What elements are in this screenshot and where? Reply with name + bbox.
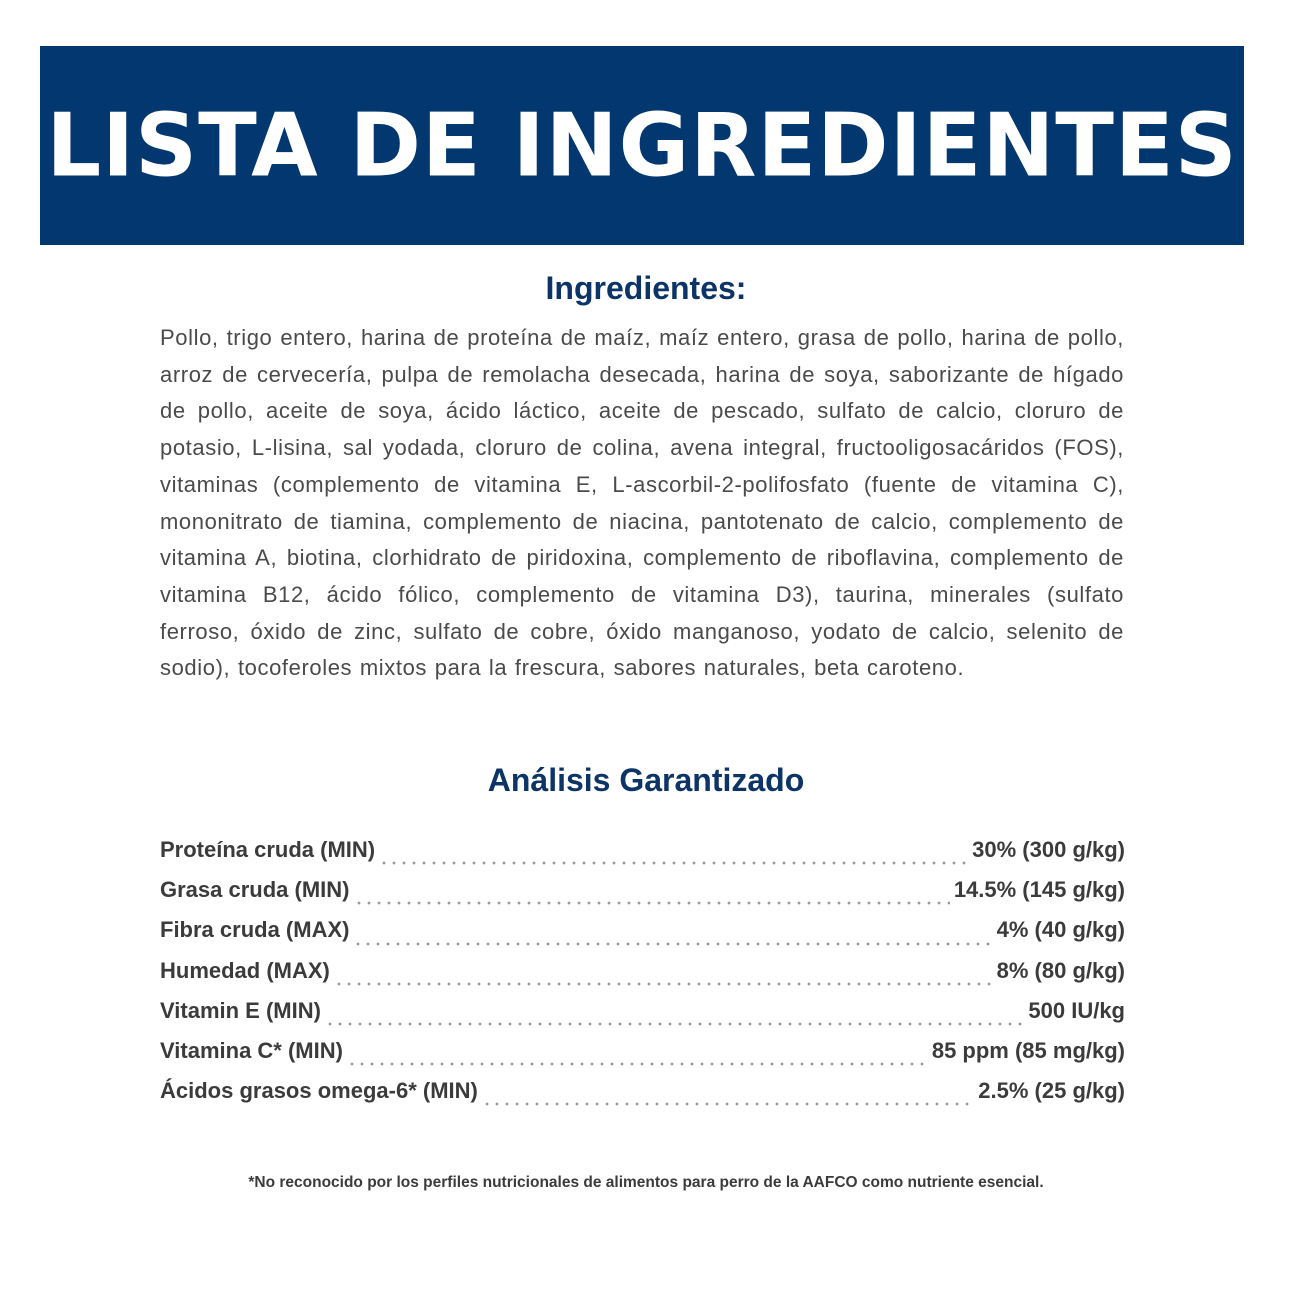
analysis-value: 8% (80 g/kg) — [996, 957, 1125, 983]
analysis-row — [160, 998, 1125, 1038]
analysis-row — [160, 837, 1125, 877]
analysis-value: 85 ppm (85 mg/kg) — [931, 1037, 1125, 1063]
analysis-value: 2.5% (25 g/kg) — [978, 1078, 1125, 1104]
page-title: LISTA DE INGREDIENTES — [46, 94, 1238, 197]
dot-leader — [379, 861, 968, 865]
analysis-value: 500 IU/kg — [1028, 997, 1125, 1023]
analysis-label: Vitamin E (MIN) — [160, 997, 321, 1023]
analysis-heading: Análisis Garantizado — [487, 762, 805, 798]
analysis-label: Humedad (MAX) — [160, 957, 330, 983]
ingredients-heading: Ingredientes: — [545, 270, 747, 306]
analysis-row — [160, 958, 1125, 998]
dot-leader — [353, 942, 992, 946]
analysis-value: 4% (40 g/kg) — [996, 917, 1125, 943]
analysis-label: Fibra cruda (MAX) — [160, 917, 350, 943]
dot-leader — [347, 1062, 928, 1066]
analysis-row — [160, 1038, 1125, 1078]
analysis-value: 14.5% (145 g/kg) — [953, 877, 1125, 903]
analysis-row — [160, 1078, 1125, 1118]
analysis-row — [160, 917, 1125, 957]
footnote: *No reconocido por los perfiles nutricionales de alimentos para perro de la AAFCO como nutriente esencial. — [248, 1174, 1044, 1191]
guaranteed-analysis-list — [160, 837, 1125, 1118]
analysis-row — [160, 877, 1125, 917]
dot-leader — [325, 1022, 1024, 1026]
analysis-label: Proteína cruda (MIN) — [160, 837, 376, 862]
ingredients-text: Pollo, trigo entero, harina de proteína de maíz, maíz entero, grasa de pollo, harina de pollo, arroz de cervecería, pulpa de remolacha desecada, harina de soya, saborizante de hígado de pollo, aceite de soya, ácido láctico, aceite de pescado, sulfato de calcio, cloruro de potasio, L-lisina, sal yodada, cloruro de colina, avena integral, fructooligosacáridos (FOS), vitaminas (complemento de vitamina E, L-ascorbil-2-polifosfato (fuente de vitamina C), mononitrato de tiamina, complemento de niacina, pantotenato de calcio, complemento de vitamina A, biotina, clorhidrato de piridoxina, complemento de riboflavina, complemento de vitamina B12, ácido fólico, complemento de vitamina D3), taurina, minerales (sulfato ferroso, óxido de zinc, sulfato de cobre, óxido manganoso, yodato de calcio, selenito de sodio), tocoferoles mixtos para la frescura, sabores naturales, beta caroteno. — [160, 325, 1124, 681]
analysis-value: 30% (300 g/kg) — [972, 837, 1125, 862]
analysis-label: Ácidos grasos omega-6* (MIN) — [160, 1078, 478, 1104]
analysis-label: Grasa cruda (MIN) — [160, 877, 350, 903]
dot-leader — [482, 1102, 974, 1106]
analysis-label: Vitamina C* (MIN) — [160, 1037, 343, 1063]
dot-leader — [334, 982, 993, 986]
title-banner — [40, 46, 1244, 245]
dot-leader — [354, 901, 950, 905]
